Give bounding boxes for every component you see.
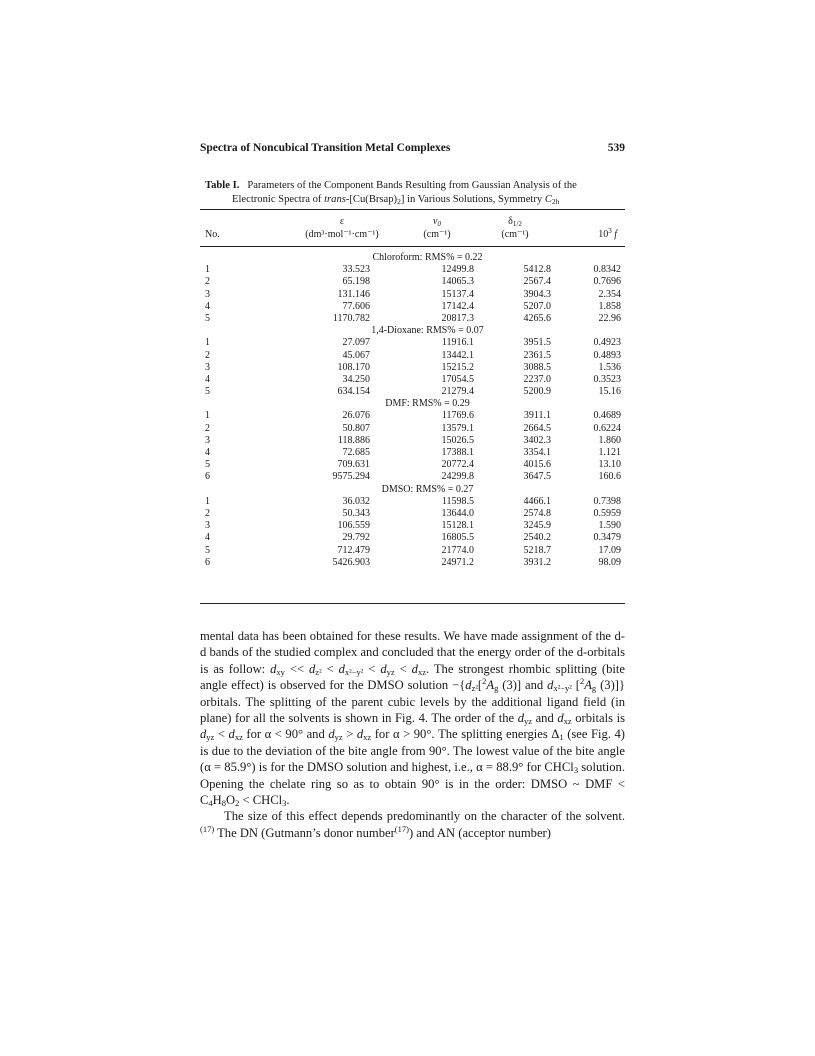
section-heading: 1,4-Dioxane: RMS% = 0.07: [371, 325, 484, 337]
cell-nu: 13442.1: [441, 349, 474, 361]
text-run: >: [342, 727, 357, 742]
italic-symbol: d: [517, 711, 524, 726]
table-caption: [205, 179, 617, 207]
table-row: [200, 350, 625, 362]
cell-epsilon: 45.067: [342, 349, 370, 361]
table-header-units: [200, 229, 625, 243]
caption-line-1: Parameters of the Component Bands Resulting from Gaussian Analysis of the: [247, 180, 577, 191]
cell-nu: 15128.1: [441, 520, 474, 532]
cell-no: 1: [205, 410, 210, 422]
cell-epsilon: 34.250: [342, 373, 370, 385]
cell-epsilon: 29.792: [342, 532, 370, 544]
cell-nu: 11598.5: [441, 495, 474, 507]
table-row: [200, 471, 625, 483]
cell-f: 13.10: [598, 459, 621, 471]
cell-f: 0.3523: [593, 373, 621, 385]
text-run: <: [394, 661, 412, 676]
cell-no: 3: [205, 520, 210, 532]
text-run: for α < 90° and: [242, 727, 329, 742]
subscript: 3: [282, 798, 287, 809]
cell-nu: 13644.0: [441, 507, 474, 519]
cell-f: 2.354: [598, 288, 621, 300]
subscript: g: [591, 683, 597, 694]
cell-delta: 2574.8: [523, 507, 551, 519]
text-run: . The strongest rhombic splitting (bite angle effect) is observed for the DMSO solution −{: [200, 661, 625, 693]
cell-f: 0.5959: [593, 507, 621, 519]
cell-no: 3: [205, 361, 210, 373]
cell-epsilon: 131.146: [337, 288, 370, 300]
superscript: 2: [579, 676, 585, 687]
text-run: ) and AN (acceptor number): [408, 825, 551, 840]
cell-no: 4: [205, 373, 210, 385]
running-head-title: Spectra of Noncubical Transition Metal Complexes: [200, 142, 451, 154]
subscript: x²−y²: [553, 683, 572, 694]
table-header-rule: [200, 246, 625, 247]
italic-symbol: d: [328, 727, 335, 742]
italic-symbol: d: [547, 678, 554, 693]
cell-f: 0.7398: [593, 495, 621, 507]
italic-symbol: d: [309, 661, 316, 676]
table-row: [200, 545, 625, 557]
cell-delta: 2567.4: [523, 276, 551, 288]
cell-delta: 3904.3: [523, 288, 551, 300]
cell-f: 17.09: [598, 544, 621, 556]
cell-nu: 17054.5: [441, 373, 474, 385]
text-run: The size of this effect depends predominantly on the character of the solvent.: [224, 809, 625, 824]
subscript: 3: [573, 765, 579, 776]
table-row: [200, 301, 625, 313]
cell-delta: 3088.5: [523, 361, 551, 373]
subscript: 8: [221, 798, 227, 809]
table-row: [200, 557, 625, 569]
text-run: <: [363, 661, 381, 676]
cell-no: 2: [205, 276, 210, 288]
italic-symbol: d: [270, 661, 277, 676]
cell-delta: 2664.5: [523, 422, 551, 434]
table-row: [200, 362, 625, 374]
cell-f: 22.96: [598, 312, 621, 324]
cell-nu: 21279.4: [441, 386, 474, 398]
text-run: <<: [284, 661, 309, 676]
text-run: solution. Opening the chelate ring so as to obtain 90° is in the order: DMSO ~ DMF < C: [200, 760, 626, 808]
cell-no: 4: [205, 532, 210, 544]
cell-f: 1.860: [598, 434, 621, 446]
caption-line-2: [205, 193, 617, 207]
table-row: [200, 264, 625, 276]
text-run: <: [214, 727, 229, 742]
cell-no: 6: [205, 471, 210, 483]
text-run: < CHCl: [239, 793, 283, 808]
cell-epsilon: 33.523: [342, 264, 370, 276]
cell-delta: 5412.8: [523, 264, 551, 276]
table-bottom-rule: [200, 603, 625, 604]
header-delta-sub: 1/2: [512, 220, 522, 228]
subscript: z²: [471, 683, 478, 694]
cell-no: 3: [205, 434, 210, 446]
subscript: xz: [417, 666, 426, 677]
table-row: [200, 435, 625, 447]
table-label: Table I.: [205, 180, 240, 191]
table-row: [200, 496, 625, 508]
superscript: (17): [394, 823, 409, 834]
subscript: z²: [315, 666, 322, 677]
cell-nu: 12499.8: [441, 264, 474, 276]
cell-epsilon: 26.076: [342, 410, 370, 422]
cell-epsilon: 1170.782: [332, 312, 370, 324]
header-f-sup: 3: [608, 227, 612, 235]
header-nu-symbol: ν: [433, 216, 438, 227]
cell-delta: 3911.1: [523, 410, 551, 422]
italic-symbol: A: [584, 678, 592, 693]
text-run: (3)] and: [498, 678, 548, 693]
subscript: x²−y²: [344, 666, 364, 677]
cell-delta: 3951.5: [523, 337, 551, 349]
table-row: [200, 520, 625, 532]
header-delta-symbol: δ: [508, 216, 513, 227]
cell-delta: 3354.1: [523, 447, 551, 458]
table-row: [200, 289, 625, 301]
header-nu-sub: 0: [437, 220, 441, 228]
cell-f: 1.121: [598, 447, 621, 458]
cell-no: 4: [205, 300, 210, 312]
text-run: for α > 90°. The splitting energies Δ: [371, 727, 560, 742]
caption-text: Electronic Spectra of: [232, 194, 325, 205]
paragraph-2: [200, 808, 625, 841]
cell-no: 5: [205, 386, 210, 398]
caption-symmetry: C: [544, 194, 552, 205]
italic-symbol: A: [486, 678, 495, 693]
cell-nu: 17142.4: [441, 300, 474, 312]
table-row: [200, 459, 625, 471]
body-text: [200, 628, 625, 841]
italic-symbol: d: [465, 678, 472, 693]
cell-nu: 24971.2: [441, 556, 474, 568]
cell-delta: 4466.1: [523, 495, 551, 507]
cell-epsilon: 27.097: [342, 337, 370, 349]
header-epsilon-unit: (dm³·mol⁻¹·cm⁻¹): [305, 229, 379, 240]
paragraph-1: [200, 628, 625, 808]
cell-nu: 24299.8: [441, 471, 474, 483]
table-row: [200, 276, 625, 288]
cell-delta: 3647.5: [523, 471, 551, 483]
caption-formula: -[Cu(Brsap): [345, 194, 398, 205]
text-run: O: [226, 793, 236, 808]
subscript: xz: [363, 732, 372, 743]
subscript: xz: [234, 732, 243, 743]
cell-no: 5: [205, 312, 210, 324]
superscript: (17): [200, 823, 215, 834]
subscript: 1: [559, 732, 564, 743]
cell-f: 160.6: [598, 471, 621, 483]
italic-symbol: d: [380, 661, 387, 676]
cell-epsilon: 50.343: [342, 507, 370, 519]
cell-delta: 5207.0: [523, 300, 551, 312]
table-row: [200, 447, 625, 459]
cell-f: 0.8342: [593, 264, 621, 276]
cell-delta: 2540.2: [523, 532, 551, 544]
cell-f: 1.536: [598, 361, 621, 373]
text-run: [: [571, 678, 580, 693]
subscript: 2: [235, 798, 240, 809]
cell-no: 3: [205, 288, 210, 300]
cell-epsilon: 106.559: [337, 520, 370, 532]
subscript: xz: [563, 716, 572, 727]
text-run: H: [212, 793, 222, 808]
page-number: 539: [607, 142, 625, 154]
cell-nu: 20817.3: [441, 312, 474, 324]
cell-epsilon: 77.606: [342, 300, 370, 312]
cell-no: 1: [205, 495, 210, 507]
subscript: yz: [386, 666, 395, 677]
cell-delta: 4015.6: [523, 459, 551, 471]
italic-symbol: d: [200, 727, 207, 742]
table-row: [200, 532, 625, 544]
cell-delta: 3931.2: [523, 556, 551, 568]
subscript: yz: [206, 732, 215, 743]
cell-epsilon: 50.807: [342, 422, 370, 434]
table-row: [200, 313, 625, 325]
cell-no: 5: [205, 459, 210, 471]
text-run: and: [532, 711, 558, 726]
text-run: .: [286, 793, 290, 808]
cell-nu: 11769.6: [441, 410, 474, 422]
subscript: g: [494, 683, 499, 694]
italic-symbol: d: [557, 711, 564, 726]
section-heading: Chloroform: RMS% = 0.22: [372, 252, 483, 263]
cell-no: 1: [205, 264, 210, 276]
cell-f: 0.4893: [593, 349, 621, 361]
cell-nu: 14065.3: [441, 276, 474, 288]
cell-no: 1: [205, 337, 210, 349]
header-nu: [417, 216, 457, 227]
cell-epsilon: 712.479: [337, 544, 370, 556]
cell-f: 15.16: [598, 386, 621, 398]
text-run: mental data has been obtained for these results. We have made assignment of the d-d bands of the studied complex and concluded that the energy order of the d-orbitals is as follow:: [200, 629, 625, 676]
subscript: 4: [208, 798, 213, 809]
cell-epsilon: 709.631: [337, 459, 370, 471]
header-delta: [495, 216, 535, 227]
text-run: [: [477, 678, 483, 693]
cell-f: 0.3479: [593, 532, 621, 544]
italic-symbol: d: [338, 661, 345, 676]
cell-no: 5: [205, 544, 210, 556]
header-f-base: 10: [598, 229, 609, 240]
cell-epsilon: 65.198: [342, 276, 370, 288]
table-row: [200, 410, 625, 422]
cell-epsilon: 634.154: [337, 386, 370, 398]
cell-no: 4: [205, 447, 210, 458]
italic-symbol: d: [411, 661, 418, 676]
cell-f: 1.590: [598, 520, 621, 532]
text-run: (3)]} orbitals. The splitting of the parent cubic levels by the additional ligand field (in plane) for all the solvents is shown in Fig. 4. The order of the: [200, 678, 626, 726]
cell-delta: 3402.3: [523, 434, 551, 446]
cell-no: 2: [205, 507, 210, 519]
text-run: (see Fig. 4) is due to the deviation of the bite angle from 90°. The lowest value of the bite angle (α = 85.9°) is for the DMSO solution and highest, i.e., α = 88.9° for CHCl: [200, 727, 626, 775]
italic-symbol: d: [356, 727, 364, 742]
cell-nu: 15215.2: [441, 361, 474, 373]
cell-f: 0.4689: [593, 410, 621, 422]
subscript: yz: [523, 716, 533, 727]
text-run: <: [321, 661, 339, 676]
header-delta-unit: (cm⁻¹): [501, 229, 529, 240]
cell-nu: 21774.0: [441, 544, 474, 556]
caption-italic: trans: [324, 194, 346, 205]
cell-epsilon: 5426.903: [332, 556, 370, 568]
cell-delta: 4265.6: [523, 312, 551, 324]
header-no: No.: [205, 229, 220, 240]
cell-delta: 5200.9: [523, 386, 551, 398]
cell-f: 0.6224: [593, 422, 621, 434]
cell-f: 1.858: [598, 300, 621, 312]
text-run: orbitals is: [571, 711, 625, 726]
cell-delta: 2361.5: [523, 349, 551, 361]
header-epsilon: ε: [339, 216, 345, 227]
cell-no: 2: [205, 422, 210, 434]
running-head: [200, 142, 625, 154]
cell-nu: 17388.1: [441, 447, 474, 458]
table-row: [200, 386, 625, 398]
cell-epsilon: 72.685: [342, 447, 370, 458]
subscript: yz: [334, 732, 343, 743]
cell-nu: 16805.5: [441, 532, 474, 544]
cell-epsilon: 9575.294: [332, 471, 370, 483]
cell-epsilon: 118.886: [337, 434, 370, 446]
header-f-symbol: f: [614, 229, 617, 240]
cell-delta: 2237.0: [523, 373, 551, 385]
cell-f: 0.7696: [593, 276, 621, 288]
cell-nu: 15026.5: [441, 434, 474, 446]
caption-formula-sub: 2: [397, 197, 401, 206]
italic-symbol: d: [228, 727, 235, 742]
cell-epsilon: 36.032: [342, 495, 370, 507]
cell-nu: 15137.4: [441, 288, 474, 300]
subscript: xy: [276, 666, 285, 677]
table-header-symbols: [200, 216, 625, 229]
cell-nu: 11916.1: [441, 337, 474, 349]
cell-nu: 20772.4: [441, 459, 474, 471]
header-nu-unit: (cm⁻¹): [423, 229, 451, 240]
table-row: [200, 423, 625, 435]
cell-f: 0.4923: [593, 337, 621, 349]
cell-delta: 3245.9: [523, 520, 551, 532]
cell-nu: 13579.1: [441, 422, 474, 434]
text-run: The DN (Gutmann’s donor number: [214, 825, 395, 840]
cell-no: 6: [205, 556, 210, 568]
table-row: [200, 337, 625, 349]
section-heading: DMF: RMS% = 0.29: [385, 398, 470, 410]
cell-epsilon: 108.170: [337, 361, 370, 373]
header-oscillator: [598, 229, 617, 240]
cell-no: 2: [205, 349, 210, 361]
caption-symmetry-sub: 2h: [551, 197, 560, 206]
table-body: [200, 252, 625, 569]
superscript: 2: [482, 676, 487, 687]
table-row: [200, 374, 625, 386]
section-heading: DMSO: RMS% = 0.27: [381, 483, 474, 495]
table-row: [200, 508, 625, 520]
cell-f: 98.09: [598, 556, 621, 568]
cell-delta: 5218.7: [523, 544, 551, 556]
caption-text-end: ] in Various Solutions, Symmetry: [400, 194, 545, 205]
table-top-rule: [200, 209, 625, 210]
